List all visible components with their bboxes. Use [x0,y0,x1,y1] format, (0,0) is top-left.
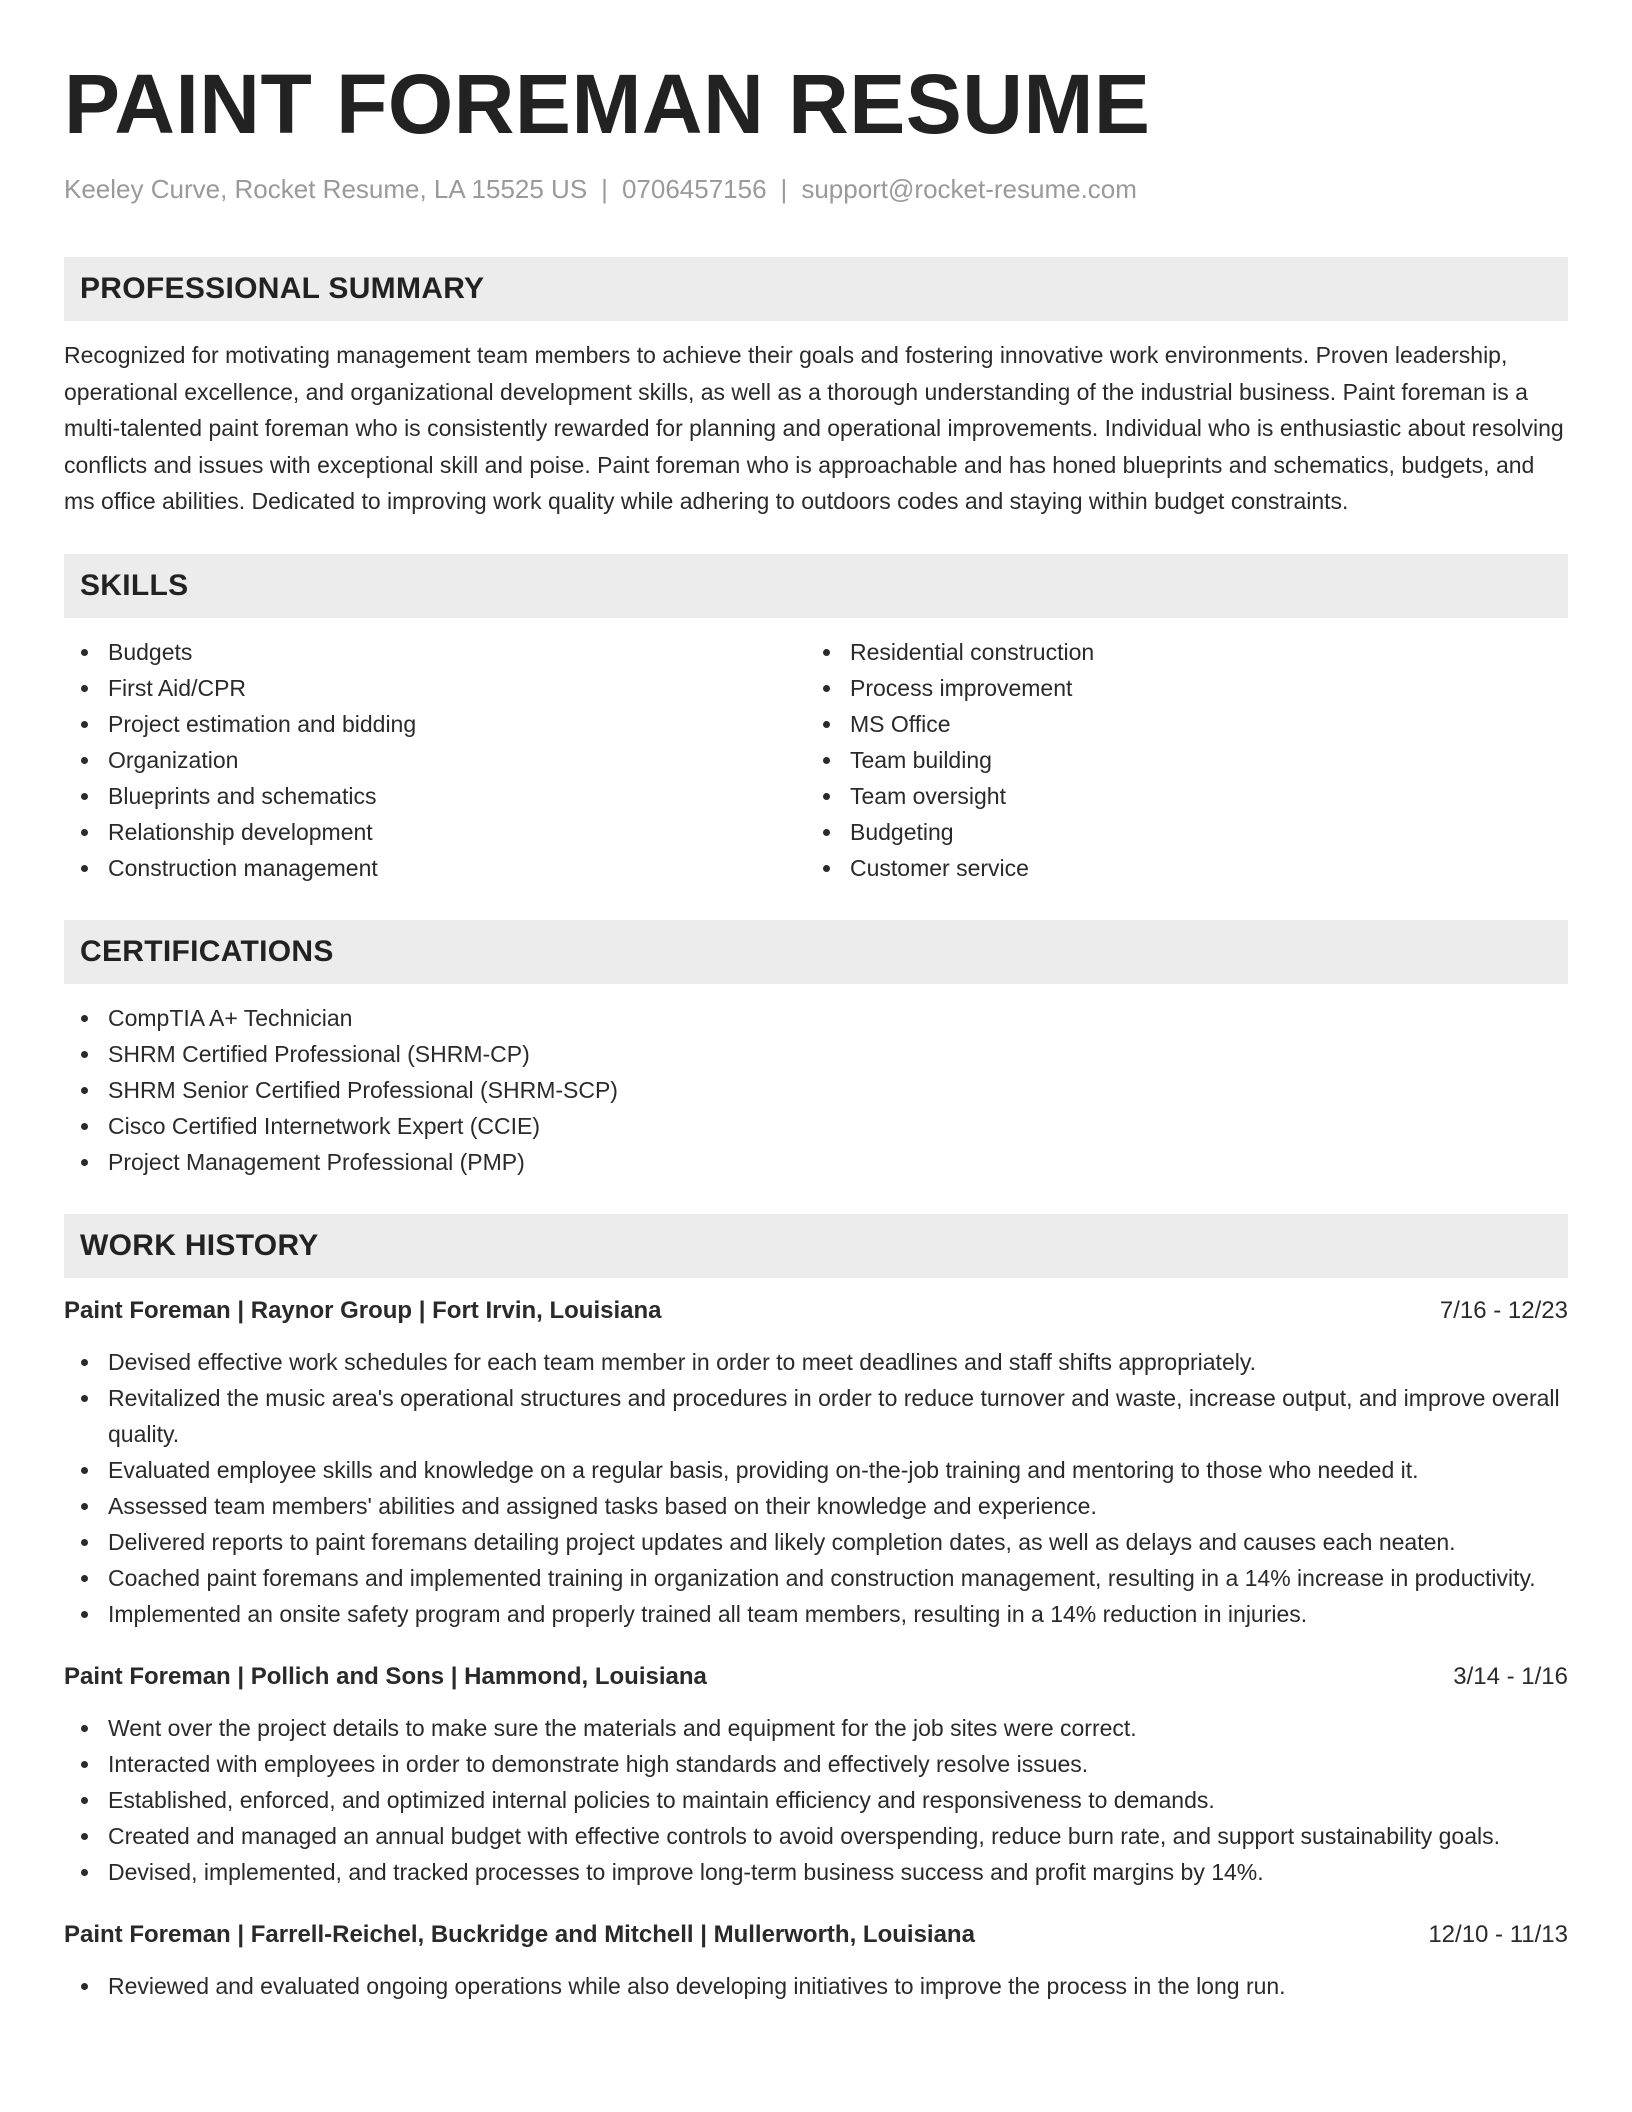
certifications-list [64,1000,1568,1180]
skill-item: Team oversight [806,778,1548,814]
job-title: Paint Foreman | Raynor Group | Fort Irvin, Louisiana [64,1296,662,1324]
job-header [64,1294,1568,1328]
job-bullet-list [64,1968,1568,2004]
job-bullet: Created and managed an annual budget with effective controls to avoid overspending, reduce burn rate, and support sustainability goals. [64,1818,1568,1854]
job-entry [64,1918,1568,2004]
job-bullet-list [64,1710,1568,1890]
certification-item: CompTIA A+ Technician [64,1000,1568,1036]
job-dates: 3/14 - 1/16 [1453,1662,1568,1690]
job-bullet: Devised, implemented, and tracked processes to improve long-term business success and profit margins by 14%. [64,1854,1568,1890]
job-bullet: Delivered reports to paint foremans detailing project updates and likely completion dates, as well as delays and causes each neaten. [64,1524,1568,1560]
job-header [64,1918,1568,1952]
skill-item: Blueprints and schematics [64,778,806,814]
skill-item: Organization [64,742,806,778]
skill-item: Residential construction [806,634,1548,670]
contact-address: Keeley Curve, Rocket Resume, LA 15525 US [64,174,588,204]
job-dates: 7/16 - 12/23 [1439,1296,1568,1324]
skill-item: Process improvement [806,670,1548,706]
skills-column-right [806,634,1548,886]
certification-item: Cisco Certified Internetwork Expert (CCIE) [64,1108,1568,1144]
skills-grid [64,634,1568,886]
section-heading-summary: PROFESSIONAL SUMMARY [64,257,1568,321]
skill-item: Budgeting [806,814,1548,850]
contact-email[interactable]: support@rocket-resume.com [801,174,1137,204]
skill-item: First Aid/CPR [64,670,806,706]
skill-item: Team building [806,742,1548,778]
job-bullet: Interacted with employees in order to demonstrate high standards and effectively resolve issues. [64,1746,1568,1782]
skill-item: Budgets [64,634,806,670]
summary-text: Recognized for motivating management team members to achieve their goals and fostering innovative work environments. Proven leadership, operational excellence, and organizational development skills, as well as a thorough understanding of the industrial business. Paint foreman is a multi-talented paint foreman who is consistently rewarded for planning and operational improvements. Individual who is enthusiastic about resolving conflicts and issues with exceptional skill and poise. Paint foreman who is approachable and has honed blueprints and schematics, budgets, and ms office abilities. Dedicated to improving work quality while adhering to outdoors codes and staying within budget constraints. [64,342,1564,515]
skills-column-left [64,634,806,886]
job-title: Paint Foreman | Farrell-Reichel, Buckridge and Mitchell | Mullerworth, Louisiana [64,1920,975,1948]
job-bullet: Evaluated employee skills and knowledge on a regular basis, providing on-the-job training and mentoring to those who needed it. [64,1452,1568,1488]
job-header [64,1660,1568,1694]
contact-separator: | [780,174,788,204]
skill-item: MS Office [806,706,1548,742]
job-bullet: Reviewed and evaluated ongoing operations while also developing initiatives to improve the process in the long run. [64,1968,1568,2004]
job-entry [64,1660,1568,1890]
job-entry [64,1294,1568,1632]
job-bullet: Coached paint foremans and implemented training in organization and construction management, resulting in a 14% increase in productivity. [64,1560,1568,1596]
job-bullet: Revitalized the music area's operational structures and procedures in order to reduce turnover and waste, increase output, and improve overall quality. [64,1380,1568,1452]
page-title: PAINT FOREMAN RESUME [64,57,1151,151]
job-title: Paint Foreman | Pollich and Sons | Hammond, Louisiana [64,1662,707,1690]
skill-item: Construction management [64,850,806,886]
contact-phone: 0706457156 [621,174,767,204]
contact-separator: | [601,174,608,204]
contact-line [64,172,1568,206]
job-dates: 12/10 - 11/13 [1428,1920,1568,1948]
job-bullet: Went over the project details to make sure the materials and equipment for the job sites were correct. [64,1710,1568,1746]
skill-item: Project estimation and bidding [64,706,806,742]
job-bullet: Implemented an onsite safety program and properly trained all team members, resulting in a 14% reduction in injuries. [64,1596,1568,1632]
job-bullet: Devised effective work schedules for each team member in order to meet deadlines and staff shifts appropriately. [64,1344,1568,1380]
certification-item: Project Management Professional (PMP) [64,1144,1568,1180]
section-heading-work-history: WORK HISTORY [64,1214,1568,1278]
certification-item: SHRM Senior Certified Professional (SHRM-SCP) [64,1072,1568,1108]
section-heading-skills: SKILLS [64,554,1568,618]
certification-item: SHRM Certified Professional (SHRM-CP) [64,1036,1568,1072]
skill-item: Relationship development [64,814,806,850]
section-heading-certifications: CERTIFICATIONS [64,920,1568,984]
skill-item: Customer service [806,850,1548,886]
job-bullet: Established, enforced, and optimized internal policies to maintain efficiency and responsiveness to demands. [64,1782,1568,1818]
job-bullet-list [64,1344,1568,1632]
job-bullet: Assessed team members' abilities and assigned tasks based on their knowledge and experience. [64,1488,1568,1524]
